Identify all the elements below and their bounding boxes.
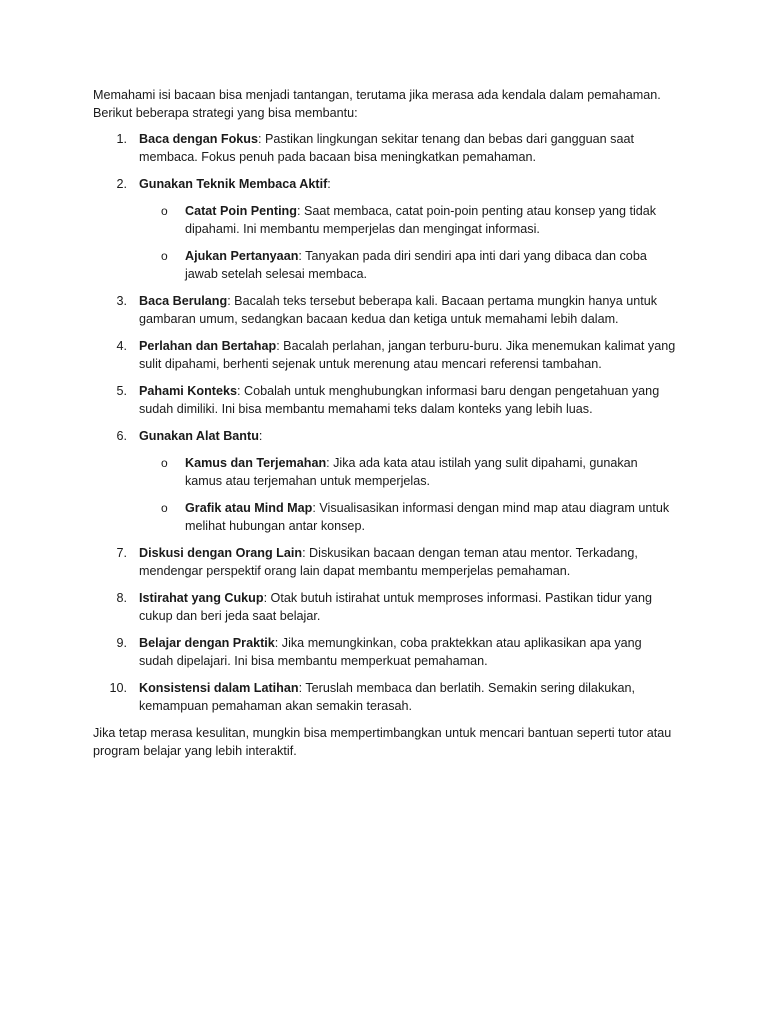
list-term: Konsistensi dalam Latihan: [139, 681, 299, 695]
sub-text: : Visualisasikan informasi dengan mind map atau diagram untuk melihat hubungan antar konsep.: [185, 501, 670, 533]
list-text: :: [327, 177, 331, 191]
sub-list: [139, 454, 678, 535]
list-number: 9.: [116, 636, 127, 650]
list-item: [93, 175, 678, 283]
list-number: 3.: [116, 294, 127, 308]
sub-term: Ajukan Pertanyaan: [185, 249, 299, 263]
list-number: 7.: [116, 546, 127, 560]
sub-list: [139, 202, 678, 283]
list-term: Belajar dengan Praktik: [139, 636, 275, 650]
list-text: : Pastikan lingkungan sekitar tenang dan bebas dari gangguan saat membaca. Fokus penuh pada bacaan bisa meningkatkan pemahaman.: [139, 132, 634, 164]
sub-term: Kamus dan Terjemahan: [185, 456, 327, 470]
list-item: [93, 679, 678, 715]
list-item: [93, 382, 678, 418]
list-number: 2.: [116, 177, 127, 191]
sub-list-item: [139, 499, 678, 535]
sub-term: Catat Poin Penting: [185, 204, 297, 218]
sub-text: : Jika ada kata atau istilah yang sulit dipahami, gunakan kamus atau terjemahan untuk memperjelas.: [185, 456, 638, 488]
document-page: [93, 86, 678, 760]
list-item: [93, 337, 678, 373]
list-term: Baca dengan Fokus: [139, 132, 258, 146]
list-number: 1.: [116, 132, 127, 146]
list-text: : Jika memungkinkan, coba praktekkan atau aplikasikan apa yang sudah dipelajari. Ini bisa membantu memperkuat pemahaman.: [139, 636, 642, 668]
bullet-icon: o: [161, 204, 168, 218]
list-term: Istirahat yang Cukup: [139, 591, 264, 605]
sub-list-item: [139, 247, 678, 283]
list-text: : Cobalah untuk menghubungkan informasi baru dengan pengetahuan yang sudah dimiliki. Ini bisa membantu memahami teks dalam konteks yang lebih luas.: [139, 384, 660, 416]
list-number: 10.: [109, 681, 127, 695]
list-number: 6.: [116, 429, 127, 443]
bullet-icon: o: [161, 501, 168, 515]
list-text: : Bacalah teks tersebut beberapa kali. Bacaan pertama mungkin hanya untuk gambaran umum, sedangkan bacaan kedua dan ketiga untuk memahami lebih dalam.: [139, 294, 658, 326]
list-item: [93, 634, 678, 670]
list-text: :: [258, 429, 263, 443]
sub-text: : Tanyakan pada diri sendiri apa inti dari yang dibaca dan coba jawab setelah selesai membaca.: [185, 249, 647, 281]
list-text: : Teruslah membaca dan berlatih. Semakin sering dilakukan, kemampuan pemahaman akan semakin terasah.: [139, 681, 636, 713]
list-item: [93, 427, 678, 535]
list-number: 5.: [116, 384, 127, 398]
sub-term: Grafik atau Mind Map: [185, 501, 313, 515]
list-text: : Otak butuh istirahat untuk memproses informasi. Pastikan tidur yang cukup dan beri jeda saat belajar.: [139, 591, 653, 623]
intro-paragraph: Memahami isi bacaan bisa menjadi tantangan, terutama jika merasa ada kendala dalam pemahaman. Berikut beberapa strategi yang bisa membantu:: [93, 88, 661, 120]
list-term: Pahami Konteks: [139, 384, 237, 398]
sub-list-item: [139, 454, 678, 490]
list-number: 4.: [116, 339, 127, 353]
list-term: Diskusi dengan Orang Lain: [139, 546, 303, 560]
list-item: [93, 130, 678, 166]
strategy-list: [93, 130, 678, 715]
list-term: Gunakan Alat Bantu: [139, 429, 259, 443]
list-term: Baca Berulang: [139, 294, 228, 308]
bullet-icon: o: [161, 456, 168, 470]
sub-text: : Saat membaca, catat poin-poin penting atau konsep yang tidak dipahami. Ini membantu memperjelas dan mengingat informasi.: [185, 204, 657, 236]
list-item: [93, 589, 678, 625]
list-term: Gunakan Teknik Membaca Aktif: [139, 177, 328, 191]
bullet-icon: o: [161, 249, 168, 263]
list-text: : Diskusikan bacaan dengan teman atau mentor. Terkadang, mendengar perspektif orang lain dapat membantu memperjelas pemahaman.: [139, 546, 638, 578]
outro-paragraph: Jika tetap merasa kesulitan, mungkin bisa mempertimbangkan untuk mencari bantuan seperti tutor atau program belajar yang lebih interaktif.: [93, 726, 672, 758]
list-number: 8.: [116, 591, 127, 605]
list-item: [93, 292, 678, 328]
sub-list-item: [139, 202, 678, 238]
list-item: [93, 544, 678, 580]
list-text: : Bacalah perlahan, jangan terburu-buru. Jika menemukan kalimat yang sulit dipahami, berhenti sejenak untuk merenung atau mencari referensi tambahan.: [139, 339, 676, 371]
list-term: Perlahan dan Bertahap: [139, 339, 277, 353]
